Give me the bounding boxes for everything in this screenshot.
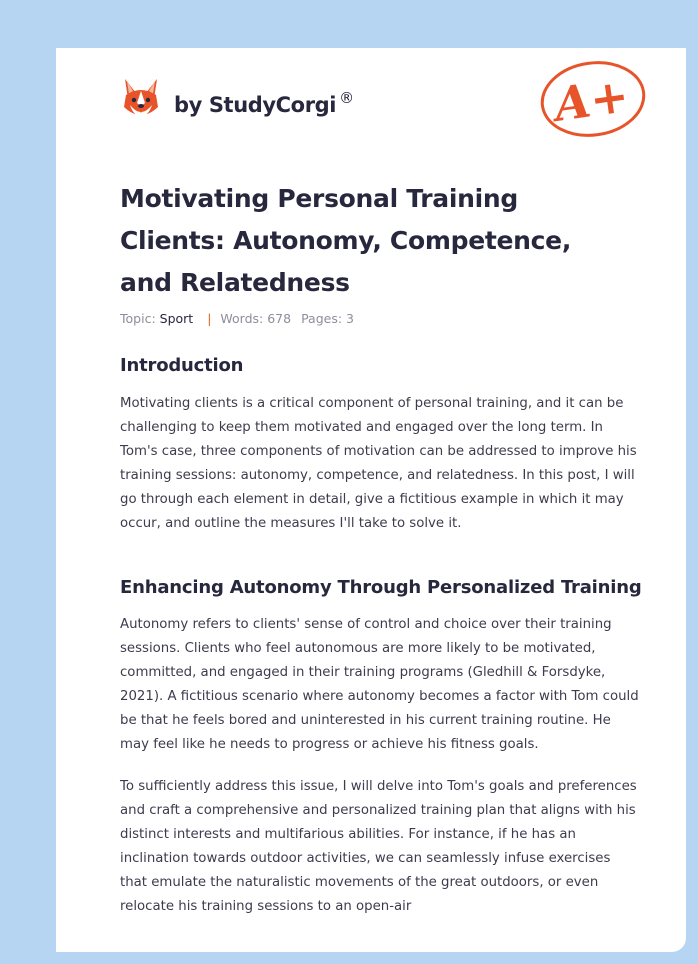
article-meta [120,311,354,326]
document-card [56,48,686,952]
section-heading-autonomy: Enhancing Autonomy Through Personalized Training [120,577,642,598]
introduction-paragraph: Motivating clients is a critical component of personal training, and it can be challenging to keep them motivated and engaged over the long term. In Tom's case, three components of motivation can be addressed to improve his training sessions: autonomy, competence, and relatedness. In this post, I will go through each element in detail, give a fictitious example in which it may occur, and outline the measures I'll take to solve it. [120,396,637,531]
autonomy-paragraph-1: Autonomy refers to clients' sense of control and choice over their training sessions. Clients who feel autonomous are more likely to be motivated, committed, and engaged in their training programs (Gledhill & Forsdyke, 2021). A fictitious scenario where autonomy becomes a factor with Tom could be that he feels bored and uninterested in his current training routine. He may feel like he needs to progress or achieve his fitness goals. [120,617,639,752]
autonomy-paragraph-2: To sufficiently address this issue, I will delve into Tom's goals and preferences and craft a comprehensive and personalized training plan that aligns with his distinct interests and multifarious abilities. For instance, if he has an inclination towards outdoor activities, we can seamlessly infuse exercises that emulate the naturalistic movements of the great outdoors, or even relocate his training sessions to an open-air [120,779,637,914]
corgi-logo-icon [122,77,160,121]
brand-name[interactable] [174,89,354,117]
topic-link[interactable]: Sport [159,311,194,326]
page-count: Pages: 3 [301,311,354,326]
word-count: Words: 678 [220,311,292,326]
grade-badge-text: A+ [551,68,633,132]
topic-label: Topic: [120,311,156,326]
section-heading-introduction: Introduction [120,355,244,376]
grade-badge-icon [538,58,648,140]
meta-separator: | [207,311,212,326]
article-title: Motivating Personal Training Clients: Autonomy, Competence, and Relatedness [120,184,572,297]
brand-text: by StudyCorgi [174,93,337,117]
registered-mark: ® [339,89,354,107]
